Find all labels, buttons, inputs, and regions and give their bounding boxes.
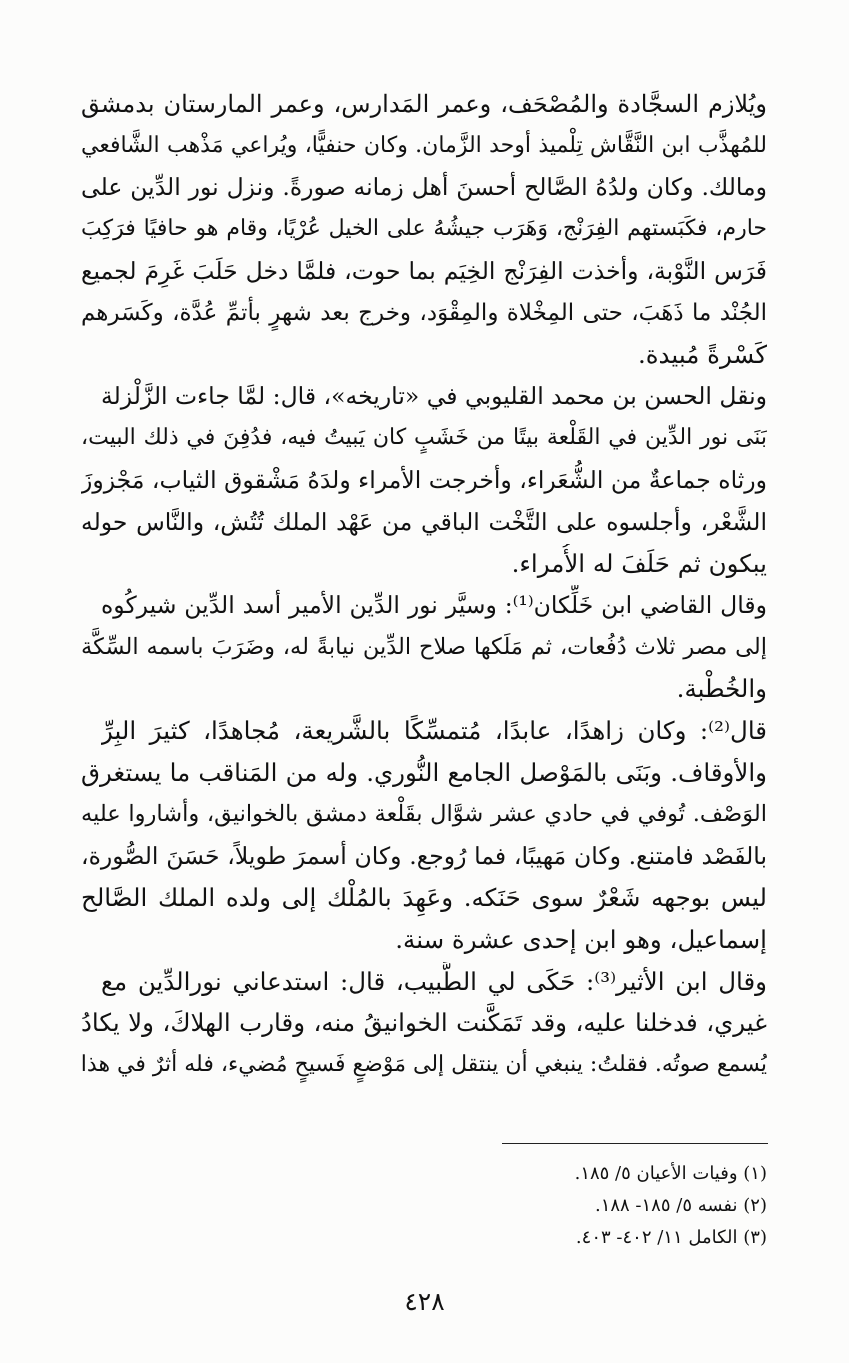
footnote: (٢) نفسه ٥/ ١٨٥- ١٨٨. <box>594 1195 767 1216</box>
text-line: الجُنْد ما ذَهَبَ، حتى المِخْلاة والمِقْوَد، وخرج بعد شهرٍ بأتمِّ عُدَّة، وكَسَرهم <box>81 300 767 326</box>
text-line: والأوقاف. وبَنَى بالمَوْصل الجامع النُّوري. وله من المَناقب ما يستغرق <box>81 758 767 787</box>
text-line: ونقل الحسن بن محمد القليوبي في «تاريخه»، قال: لمَّا جاءت الزَّلْزلة <box>101 382 767 410</box>
text-line: إلى مصر ثلاث دُفُعات، ثم مَلَكها صلاح الدِّين نيابةً له، وضَرَبَ باسمه السِّكَّة <box>81 634 767 660</box>
text-line: فَرَس النَّوْبة، وأخذت الفِرَنْج الخِيَم بما حوت، فلمَّا دخل حَلَبَ غَرِمَ لجميع <box>81 257 767 285</box>
footnote: (١) وفيات الأعيان ٥/ ١٨٥. <box>574 1163 767 1184</box>
footnote-separator <box>502 1143 768 1144</box>
text-line: ويُلازم السجَّادة والمُصْحَف، وعمر المَدارس، وعمر المارستان بدمشق <box>81 90 767 118</box>
text-line: الشَّعْر، وأجلسوه على التَّخْت الباقي من عَهْد الملك تُتُش، والنَّاس حوله <box>81 508 767 536</box>
text-line: كَسْرةً مُبيدة. <box>637 340 767 369</box>
text-line: ومالك. وكان ولدُهُ الصَّالح أحسنَ أهل زمانه صورةً. ونزل نور الدِّين على <box>81 173 767 201</box>
text-line: وقال ابن الأثير⁽³⁾: حَكَى لي الطَّبيب، قال: استدعاني نورالدِّين مع <box>101 967 767 996</box>
text-line: الوَصْف. تُوفي في حادي عشر شوَّال بقَلْعة دمشق بالخوانيق، وأشاروا عليه <box>81 801 767 827</box>
text-line: والخُطْبة. <box>676 674 767 703</box>
text-line: حارم، فكَبَستهم الفِرَنْج، وَهَرَب جيشُهُ على الخيل عُرْيًا، وقام هو حافيًا فرَكِبَ <box>81 216 767 241</box>
text-line: يُسمع صوتُه. فقلتُ: ينبغي أن ينتقل إلى مَوْضعٍ فَسيحٍ مُضيء، فله أثرٌ في هذا <box>81 1052 767 1077</box>
text-line: بَنَى نور الدِّين في القَلْعة بيتًا من خَشَبٍ كان يَبيتُ فيه، فدُفِنَ في ذلك البيت، <box>81 425 767 450</box>
text-line: للمُهذَّب ابن النَّقَّاش تِلْميذ أوحد الزَّمان. وكان حنفيًّا، ويُراعي مَذْهب الشَّافعي <box>81 133 767 158</box>
text-line: يبكون ثم حَلَفَ له الأُمراء. <box>511 549 767 578</box>
text-line: غيري، فدخلنا عليه، وقد تَمَكَّنت الخوانيقُ منه، وقارب الهلاكَ، ولا يكادُ <box>81 1008 767 1037</box>
text-line: وقال القاضي ابن خَلِّكان⁽¹⁾: وسيَّر نور الدِّين الأمير أسد الدِّين شيركُوه <box>101 591 767 619</box>
text-line: إسماعيل، وهو ابن إحدى عشرة سنة. <box>395 925 767 954</box>
text-line: ورثاه جماعةٌ من الشُّعَراء، وأخرجت الأمراء ولدَهُ مَشْقوق الثياب، مَجْزوزَ <box>81 466 767 494</box>
text-line: بالفَصْد فامتنع. وكان مَهيبًا، فما رُوجع. وكان أسمرَ طويلاً، حَسَنَ الصُّورة، <box>81 842 767 870</box>
footnote: (٣) الكامل ١١/ ٤٠٢- ٤٠٣. <box>575 1227 767 1248</box>
text-line: قال⁽²⁾: وكان زاهدًا، عابدًا، مُتمسِّكًا بالشَّريعة، مُجاهدًا، كثيرَ البِرِّ <box>101 716 767 745</box>
text-line: ليس بوجهه شَعْرٌ سوى حَنَكه. وعَهِدَ بالمُلْك إلى ولده الملك الصَّالح <box>81 883 767 912</box>
page-number: ٤٢٨ <box>404 1287 445 1316</box>
